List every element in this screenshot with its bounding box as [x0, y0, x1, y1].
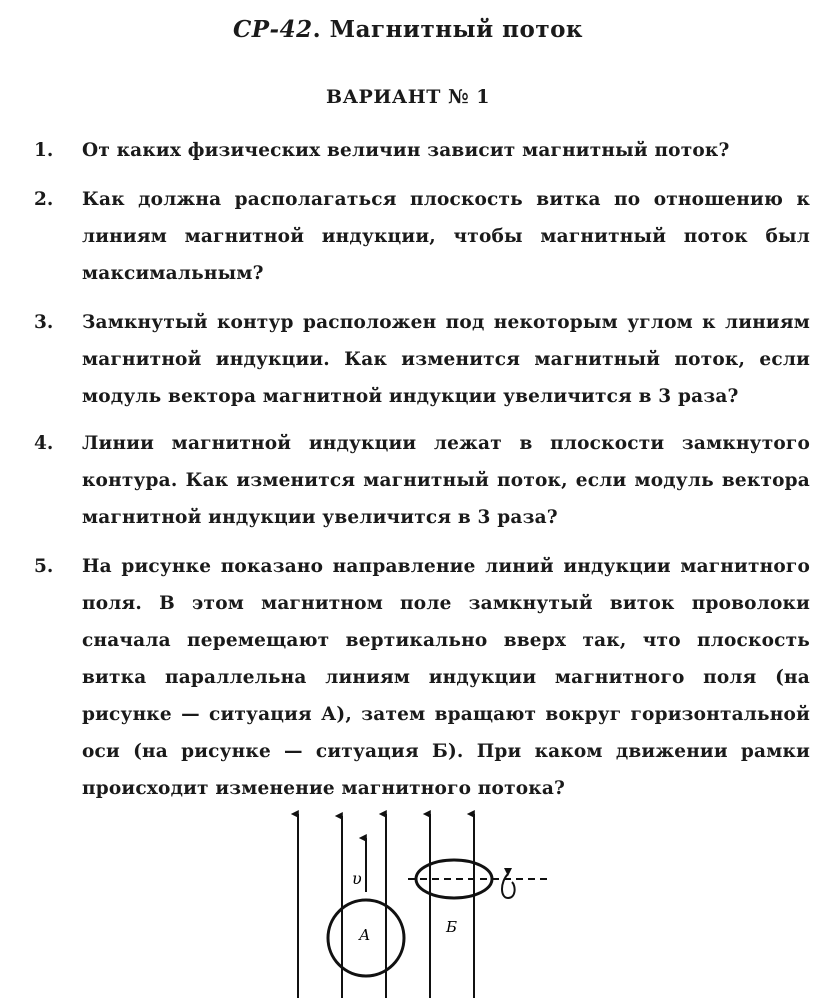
question-text: На рисунке показано направление линий индукции магнитного поля. В этом магнитном поле замкнутый виток проволоки сначала перемещают вертикально вверх так, что плоскость витка параллельна линиям индукции магнитного поля (на рисунке — ситуация А), затем вращают вокруг горизонтальной оси (на рисунке — ситуация Б). При каком движении рамки происходит изменение магнитного потока? — [82, 556, 810, 799]
velocity-label: υ — [352, 869, 362, 888]
magnetic-field-figure — [260, 806, 560, 998]
question-number: 2. — [34, 189, 54, 210]
question-number: 3. — [34, 312, 54, 333]
label-a: А — [359, 926, 371, 944]
question-2 — [34, 181, 810, 292]
title-text: . Магнитный поток — [312, 16, 584, 43]
question-number: 1. — [34, 140, 54, 161]
question-text: Замкнутый контур расположен под некоторым углом к линиям магнитной индукции. Как изменится магнитный поток, если модуль вектора магнитной индукции увеличится в 3 раза? — [82, 312, 810, 407]
question-5 — [34, 548, 810, 807]
rotation-arrow-curve — [502, 874, 515, 898]
label-b: Б — [446, 918, 458, 936]
question-text: Как должна располагаться плоскость витка по отношению к линиям магнитной индукции, чтобы магнитный поток был максимальным? — [82, 189, 810, 284]
question-1 — [34, 132, 810, 169]
title-code: СР-42 — [232, 16, 313, 43]
variant-heading: ВАРИАНТ № 1 — [326, 86, 490, 108]
question-4 — [34, 425, 810, 536]
page-title — [0, 16, 816, 43]
question-3 — [34, 304, 810, 415]
question-number: 4. — [34, 433, 54, 454]
question-text: Линии магнитной индукции лежат в плоскости замкнутого контура. Как изменится магнитный поток, если модуль вектора магнитной индукции увеличится в 3 раза? — [82, 433, 810, 528]
question-number: 5. — [34, 556, 54, 577]
question-text: От каких физических величин зависит магнитный поток? — [82, 140, 730, 161]
